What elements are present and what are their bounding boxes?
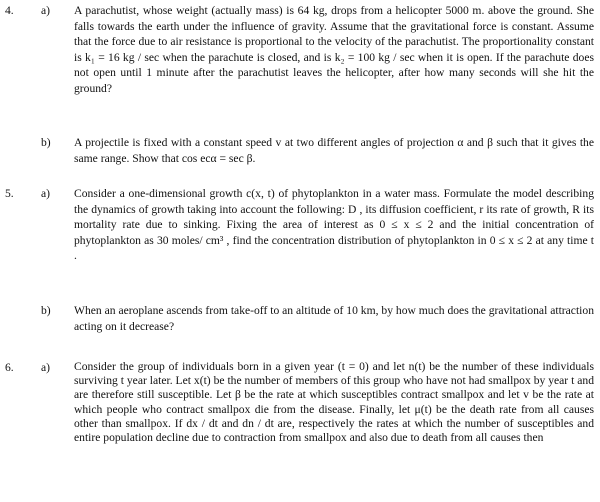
question-number: 4. <box>5 4 14 17</box>
part-label: a) <box>41 187 51 200</box>
question-text: Consider a one-dimensional growth c(x, t) of phytoplankton in a water mass. Formulate the model describing the dynamics of growth taking into account the following: D , its diffusion coefficient, r its rate of growth, R its mortality rate due to sinking. Fixing the area of interest as 0 ≤ x ≤ 2 and the initial concentration of phytoplankton as 30 moles/ cm³ , find the concentration distribution of phytoplankton in 0 ≤ x ≤ 2 at any time t . <box>74 187 594 263</box>
part-label: b) <box>41 136 51 149</box>
part-label: a) <box>41 361 51 374</box>
question-text: Consider the group of individuals born in a given year (t = 0) and let n(t) be the number of these individuals surviving t year later. Let x(t) be the number of members of this group who have not had smallpox by year t and are therefore still susceptible. Let β be the rate at which susceptibles contract smallpox and let v be the rate at which people who contract smallpox die from the disease. Finally, let μ(t) be the death rate from all causes other than smallpox. If dx / dt and dn / dt are, respectively the rates at which the number of susceptibles and entire population decline due to contraction from smallpox and also due to death from all causes then <box>74 360 594 445</box>
question-number: 5. <box>5 187 14 200</box>
part-label: a) <box>41 4 51 17</box>
question-number: 6. <box>5 361 14 374</box>
part-label: b) <box>41 304 51 317</box>
question-text: When an aeroplane ascends from take-off to an altitude of 10 km, by how much does the gravitational attraction acting on it decrease? <box>74 304 594 333</box>
question-text: A projectile is fixed with a constant speed v at two different angles of projection α and β such that it gives the same range. Show that cos ecα = sec β. <box>74 136 594 165</box>
question-text: A parachutist, whose weight (actually mass) is 64 kg, drops from a helicopter 5000 m. above the ground. She falls towards the earth under the influence of gravity. Assume that the gravitational force is constant. Assume that the force due to air resistance is proportional to the velocity of the parachutist. The proportionality constant is k₁ = 16 kg / sec when the parachute is closed, and is k₂ = 100 kg / sec when it is open. If the parachute does not open until 1 minute after the parachutist leaves the helicopter, after how many seconds will she hit the ground? <box>74 4 594 95</box>
